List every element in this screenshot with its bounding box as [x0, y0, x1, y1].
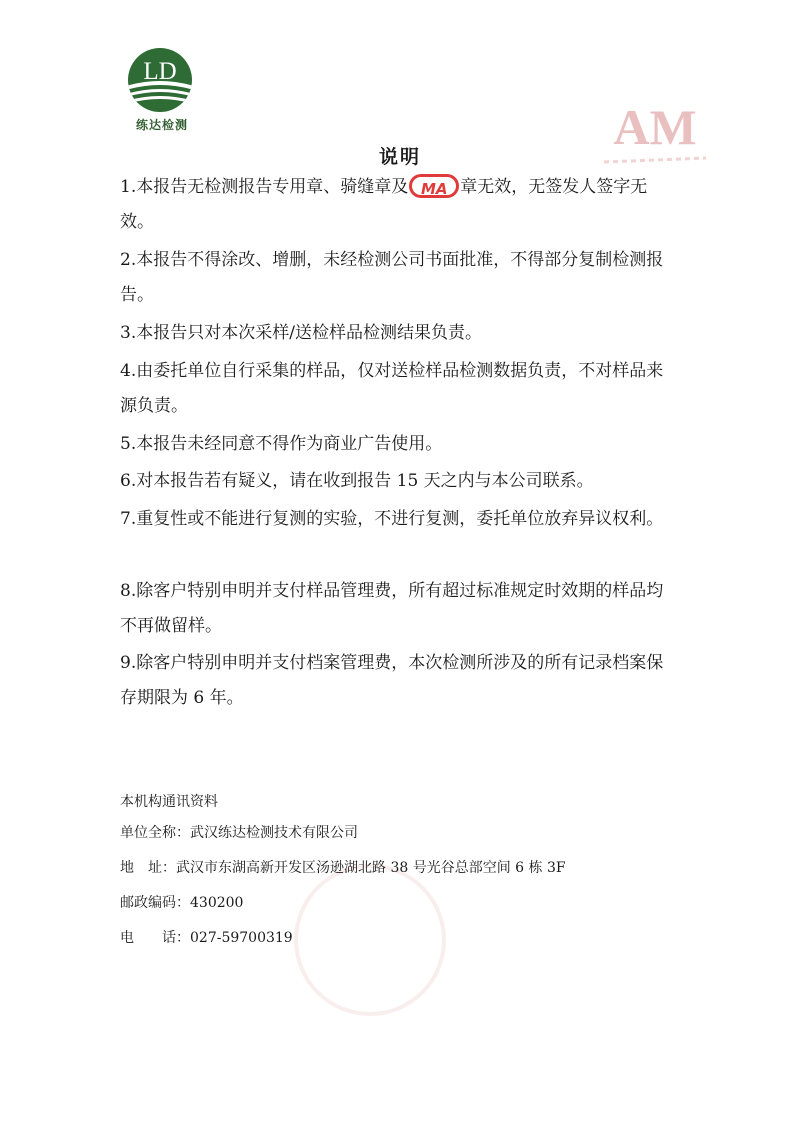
- contact-address: 地 址：武汉市东湖高新开发区汤逊湖北路 38 号光谷总部空间 6 栋 3F: [120, 860, 566, 876]
- logo-letters: LD: [143, 58, 177, 85]
- clause-4: 4.由委托单位自行采集的样品，仅对送检样品检测数据负责，不对样品来源负责。: [120, 361, 664, 416]
- contact-unit-name: 单位全称：武汉练达检测技术有限公司: [120, 825, 358, 841]
- clause-9: 9.除客户特别申明并支付档案管理费，本次检测所涉及的所有记录档案保存期限为 6 年。: [120, 653, 664, 708]
- page-title: 说明: [378, 146, 421, 168]
- clause-1: [120, 170, 680, 240]
- clause-2: 2.本报告不得涂改、增删，未经检测公司书面批准，不得部分复制检测报告。: [120, 250, 664, 305]
- stamp-letters: AM: [613, 99, 697, 155]
- contact-postal-code: 邮政编码：430200: [120, 895, 244, 911]
- clause-1-after: 章无效，无签发人签字无效。: [120, 177, 648, 232]
- cma-mark-icon: MA: [409, 174, 459, 198]
- clause-7: 7.重复性或不能进行复测的实验，不进行复测，委托单位放弃异议权利。: [120, 509, 664, 529]
- contact-heading: 本机构通讯资料: [120, 794, 218, 810]
- clause-3: 3.本报告只对本次采样/送检样品检测结果负责。: [120, 323, 482, 343]
- ld-logo-emblem: [126, 46, 194, 114]
- clause-6: 6.对本报告若有疑义，请在收到报告 15 天之内与本公司联系。: [120, 471, 594, 491]
- clause-1-before: 1.本报告无检测报告专用章、骑缝章及: [120, 177, 409, 197]
- clause-5: 5.本报告未经同意不得作为商业广告使用。: [120, 434, 443, 454]
- logo-name: 练达检测: [135, 118, 188, 132]
- contact-phone: 电 话：027-59700319: [120, 930, 293, 946]
- clause-8: 8.除客户特别申明并支付样品管理费，所有超过标准规定时效期的样品均不再做留样。: [120, 581, 664, 636]
- company-logo: [122, 46, 202, 136]
